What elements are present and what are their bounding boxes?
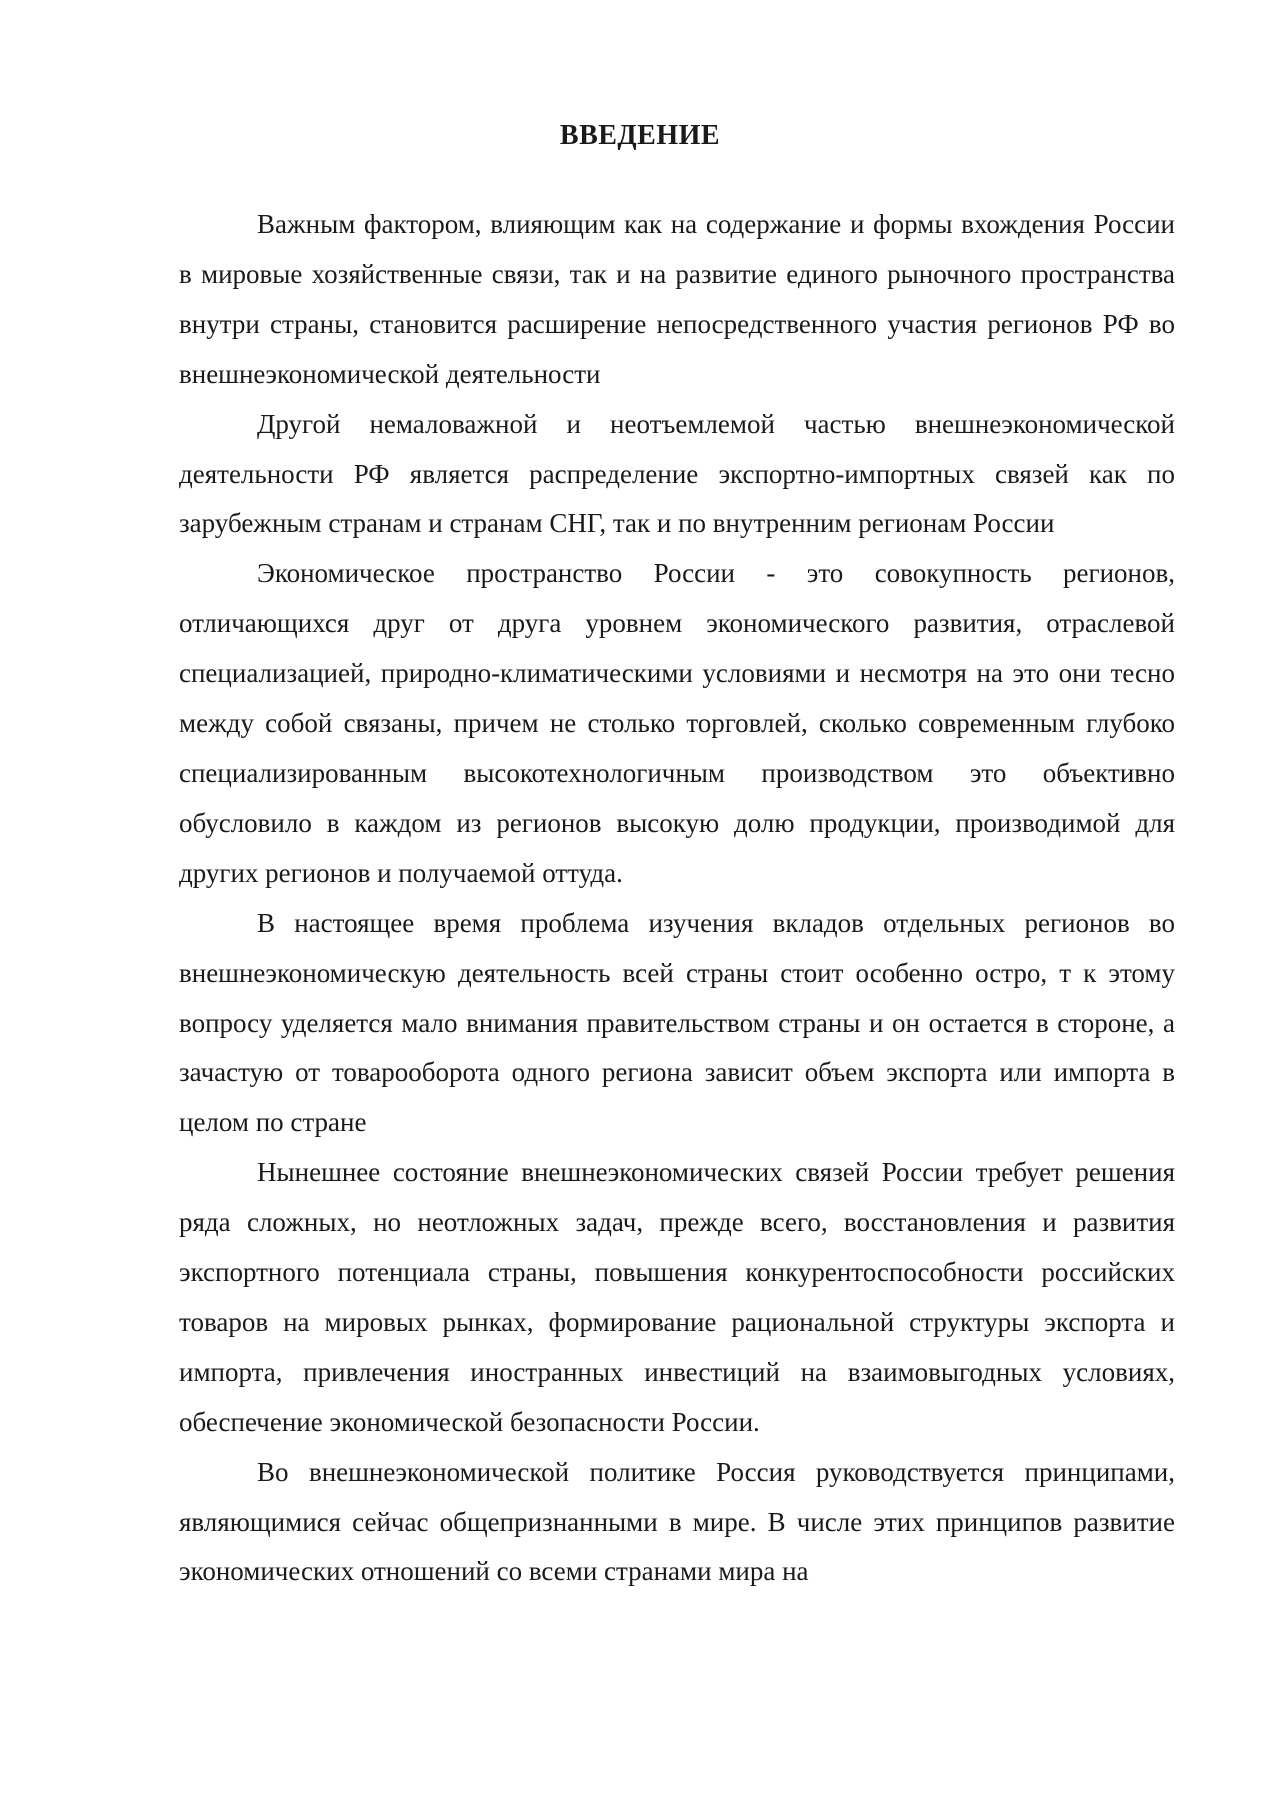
paragraph-5: Нынешнее состояние внешнеэкономических связей России требует решения ряда сложных, но неотложных задач, прежде всего, восстановления и развития экспортного потенциала страны, повышения конкурентоспособности российских товаров на мировых рынках, формирование рациональной структуры экспорта и импорта, привлечения иностранных инвестиций на взаимовыгодных условиях, обеспечение экономической безопасности России.	[179, 1157, 1175, 1437]
paragraph-3: Экономическое пространство России - это совокупность регионов, отличающихся друг от друга уровнем экономического развития, отраслевой специализацией, природно-климатическими условиями и несмотря на это они тесно между собой связаны, причем не столько торговлей, сколько современным глубоко специализированным высокотехнологичным производством это объективно обусловило в каждом из регионов высокую долю продукции, производимой для других регионов и получаемой оттуда.	[179, 558, 1175, 888]
paragraph-1: Важным фактором, влияющим как на содержание и формы вхождения России в мировые хозяйственные связи, так и на развитие единого рыночного пространства внутри страны, становится расширение непосредственного участия регионов РФ во внешнеэкономической деятельности	[179, 209, 1175, 389]
paragraph-6: Во внешнеэкономической политике Россия руководствуется принципами, являющимися сейчас общепризнанными в мире. В числе этих принципов развитие экономических отношений со всеми странами мира на	[179, 1456, 1175, 1587]
paragraph-2: Другой немаловажной и неотъемлемой частью внешнеэкономической деятельности РФ является распределение экспортно-импортных связей как по зарубежным странам и странам СНГ, так и по внутренним регионам России	[179, 408, 1175, 539]
paragraph-4: В настоящее время проблема изучения вкладов отдельных регионов во внешнеэкономическую деятельность всей страны стоит особенно остро, т к этому вопросу уделяется мало внимания правительством страны и он остается в стороне, а зачастую от товарооборота одного региона зависит объем экспорта или импорта в целом по стране	[179, 907, 1175, 1138]
document-title: ВВЕДЕНИЕ	[559, 120, 721, 151]
document-body	[179, 200, 1175, 1597]
